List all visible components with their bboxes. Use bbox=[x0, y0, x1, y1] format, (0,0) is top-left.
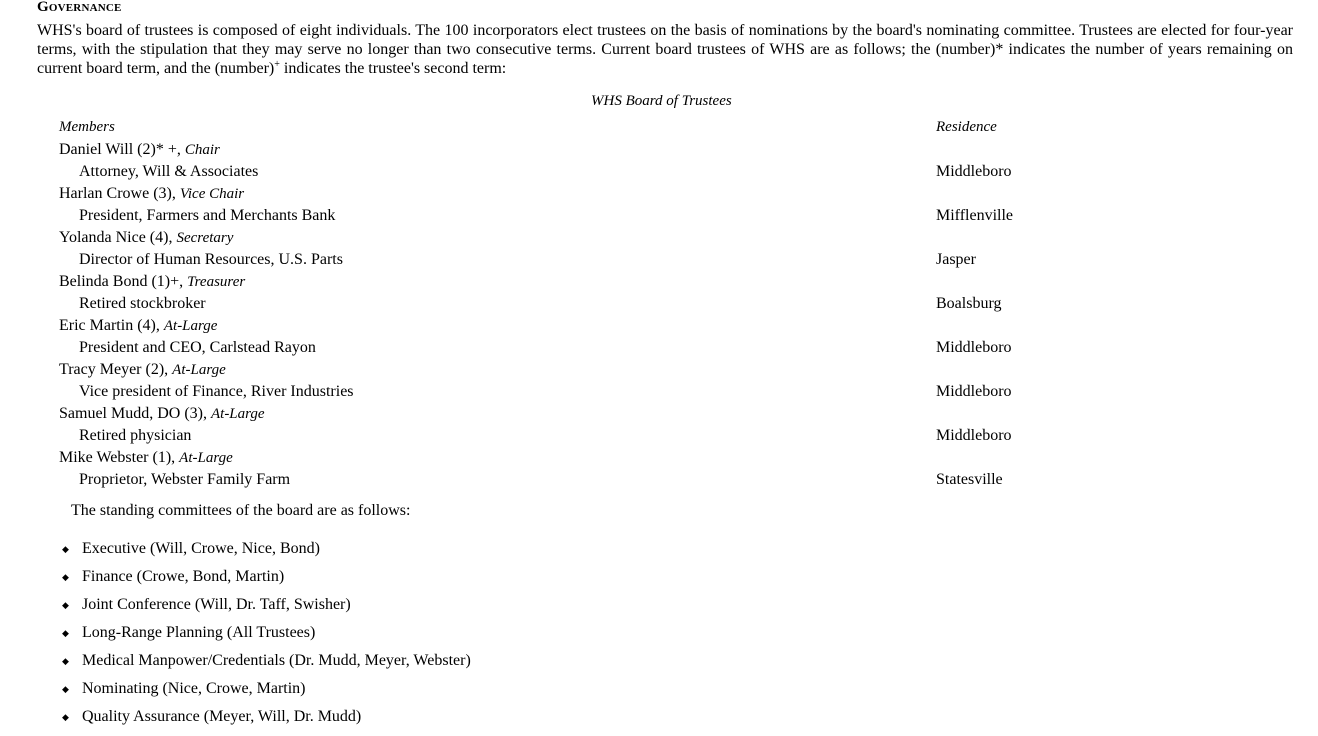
trustee-residence: Jasper bbox=[936, 251, 976, 268]
trustee-occupation: Proprietor, Webster Family Farm bbox=[79, 471, 291, 488]
trustee-name: Yolanda Nice (4), bbox=[59, 229, 177, 246]
trustee-name-line bbox=[59, 447, 233, 469]
committee-name: Joint Conference (Will, Dr. Taff, Swisher) bbox=[82, 596, 351, 613]
trustee-row bbox=[0, 403, 1318, 447]
trustee-occupation: Retired physician bbox=[79, 427, 192, 444]
committee-name: Quality Assurance (Meyer, Will, Dr. Mudd) bbox=[82, 708, 362, 725]
committee-name: Long-Range Planning (All Trustees) bbox=[82, 624, 316, 641]
diamond-bullet-icon: ◆ bbox=[62, 572, 69, 582]
committee-name: Finance (Crowe, Bond, Martin) bbox=[82, 568, 285, 585]
diamond-bullet-icon: ◆ bbox=[62, 712, 69, 722]
trustee-name: Samuel Mudd, DO (3), bbox=[59, 405, 211, 422]
trustee-residence: Statesville bbox=[936, 471, 1003, 488]
trustee-role: Vice Chair bbox=[179, 186, 245, 202]
trustee-name: Eric Martin (4), bbox=[59, 317, 164, 334]
trustee-role: At-Large bbox=[210, 406, 265, 422]
committees-intro: The standing committees of the board are as follows: bbox=[71, 502, 411, 519]
trustee-name-line bbox=[59, 315, 217, 337]
trustee-name: Tracy Meyer (2), bbox=[59, 361, 173, 378]
trustee-role: Treasurer bbox=[187, 274, 246, 290]
committee-name: Medical Manpower/Credentials (Dr. Mudd, Meyer, Webster) bbox=[82, 652, 471, 669]
trustee-row bbox=[0, 271, 1318, 315]
trustee-occupation: Vice president of Finance, River Industries bbox=[79, 383, 354, 400]
trustee-row bbox=[0, 359, 1318, 403]
diamond-bullet-icon: ◆ bbox=[62, 628, 69, 638]
committee-name: Nominating (Nice, Crowe, Martin) bbox=[82, 680, 306, 697]
intro-paragraph bbox=[37, 21, 1293, 78]
section-heading: Governance bbox=[37, 0, 122, 15]
trustee-row bbox=[0, 315, 1318, 359]
intro-text-part2: indicates the trustee's second term: bbox=[279, 60, 507, 77]
trustee-role: At-Large bbox=[172, 362, 226, 378]
trustee-name: Daniel Will (2)* +, bbox=[59, 141, 185, 158]
diamond-bullet-icon: ◆ bbox=[62, 544, 69, 554]
trustee-name-line bbox=[59, 403, 265, 425]
trustee-role: At-Large bbox=[163, 318, 218, 334]
trustee-residence: Middleboro bbox=[936, 383, 1012, 400]
committee-name: Executive (Will, Crowe, Nice, Bond) bbox=[82, 540, 320, 557]
trustee-occupation: Attorney, Will & Associates bbox=[79, 163, 259, 180]
trustee-row bbox=[0, 139, 1318, 183]
trustee-residence: Middleboro bbox=[936, 339, 1012, 356]
trustee-name: Harlan Crowe (3), bbox=[59, 185, 180, 202]
trustee-name: Belinda Bond (1)+, bbox=[59, 273, 188, 290]
trustee-residence: Middleboro bbox=[936, 163, 1012, 180]
table-caption: WHS Board of Trustees bbox=[591, 93, 732, 109]
trustee-name-line bbox=[59, 271, 245, 293]
trustee-occupation: President, Farmers and Merchants Bank bbox=[79, 207, 336, 224]
trustee-row bbox=[0, 227, 1318, 271]
diamond-bullet-icon: ◆ bbox=[62, 656, 69, 666]
trustee-occupation: Retired stockbroker bbox=[79, 295, 206, 312]
trustee-name: Mike Webster (1), bbox=[59, 449, 180, 466]
diamond-bullet-icon: ◆ bbox=[62, 684, 69, 694]
trustee-role: Secretary bbox=[176, 230, 234, 246]
trustee-name-line bbox=[59, 139, 220, 161]
intro-superscript: + bbox=[274, 59, 280, 70]
trustee-occupation: Director of Human Resources, U.S. Parts bbox=[79, 251, 343, 268]
column-header-members: Members bbox=[59, 119, 115, 135]
column-header-residence: Residence bbox=[936, 119, 997, 135]
trustee-name-line bbox=[59, 183, 244, 205]
trustee-table bbox=[0, 139, 1318, 491]
trustee-row bbox=[0, 183, 1318, 227]
trustee-residence: Mifflenville bbox=[936, 207, 1014, 224]
trustee-role: At-Large bbox=[179, 450, 233, 466]
diamond-bullet-icon: ◆ bbox=[62, 600, 69, 610]
trustee-role: Chair bbox=[184, 142, 220, 158]
trustee-row bbox=[0, 447, 1318, 491]
trustee-residence: Middleboro bbox=[936, 427, 1012, 444]
intro-text-part1: WHS's board of trustees is composed of eight individuals. The 100 incorporators elect trustees on the basis of nominations by the board's nominating committee. Trustees are elected for four-year terms, with the stipulation that they may serve no longer than two consecutive terms. Current board trustees of WHS are as follows; the (number)* indicates the number of years remaining on current board term, and the (number) bbox=[37, 22, 1293, 77]
trustee-name-line bbox=[59, 359, 226, 381]
trustee-occupation: President and CEO, Carlstead Rayon bbox=[79, 339, 316, 356]
trustee-residence: Boalsburg bbox=[936, 295, 1002, 312]
trustee-name-line bbox=[59, 227, 233, 249]
